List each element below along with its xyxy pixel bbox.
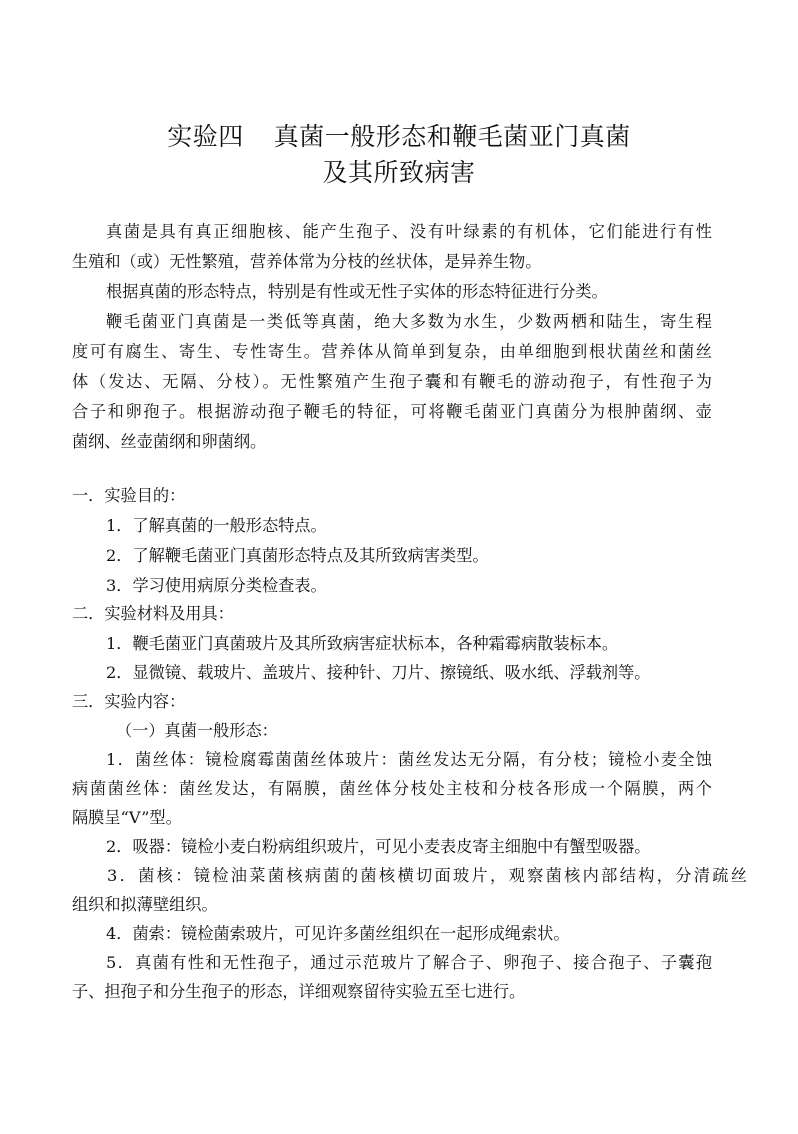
section-1-item-1: 1．了解真菌的一般形态特点。 xyxy=(106,516,327,535)
section-3-item-5-line-2: 子、担孢子和分生孢子的形态，详细观察留待实验五至七进行。 xyxy=(72,982,526,1001)
section-2-item-1: 1．鞭毛菌亚门真菌玻片及其所致病害症状标本，各种霜霉病散装标本。 xyxy=(106,634,619,653)
section-2-item-2: 2．显微镜、载玻片、盖玻片、接种针、刀片、擦镜纸、吸水纸、浮载剂等。 xyxy=(106,663,651,682)
section-3-heading: 三．实验内容： xyxy=(72,692,186,711)
intro-paragraph-1-line-1: 真菌是具有真正细胞核、能产生孢子、没有叶绿素的有机体，它们能进行有性 xyxy=(106,222,712,241)
section-3-item-5-line-1: 5．真菌有性和无性孢子，通过示范玻片了解合子、卵孢子、接合孢子、子囊孢 xyxy=(106,953,712,972)
section-3-item-1-line-1: 1．菌丝体：镜检腐霉菌菌丝体玻片：菌丝发达无分隔，有分枝；镜检小麦全蚀 xyxy=(106,750,712,769)
section-3-item-1-line-3: 隔膜呈“V”型。 xyxy=(72,808,182,827)
document-title-line1 xyxy=(0,120,798,154)
section-3-item-3-line-2: 组织和拟薄壁组织。 xyxy=(72,895,218,914)
intro-paragraph-1-line-2: 生殖和（或）无性繁殖，营养体常为分枝的丝状体，是异养生物。 xyxy=(72,252,542,271)
experiment-topic: 真菌一般形态和鞭毛菌亚门真菌 xyxy=(273,122,631,151)
section-1-heading: 一．实验目的： xyxy=(72,486,186,505)
section-1-item-2: 2．了解鞭毛菌亚门真菌形态特点及其所致病害类型。 xyxy=(106,546,489,565)
section-3-item-3-line-1: 3．菌核：镜检油菜菌核病菌的菌核横切面玻片，观察菌核内部结构，分清疏丝 xyxy=(107,866,747,885)
intro-paragraph-3-line-4: 合子和卵孢子。根据游动孢子鞭毛的特征，可将鞭毛菌亚门真菌分为根肿菌纲、壶 xyxy=(72,402,712,421)
section-3-item-2-line-1: 2．吸器：镜检小麦白粉病组织玻片，可见小麦表皮寄主细胞中有蟹型吸器。 xyxy=(106,837,651,856)
section-1-item-3: 3．学习使用病原分类检查表。 xyxy=(106,576,327,595)
intro-paragraph-3-line-3: 体（发达、无隔、分枝）。无性繁殖产生孢子囊和有鞭毛的游动孢子，有性孢子为 xyxy=(72,372,712,391)
intro-paragraph-3-line-1: 鞭毛菌亚门真菌是一类低等真菌，绝大多数为水生，少数两栖和陆生，寄生程 xyxy=(106,312,712,331)
intro-paragraph-3-line-2: 度可有腐生、寄生、专性寄生。营养体从简单到复杂，由单细胞到根状菌丝和菌丝 xyxy=(72,342,712,361)
section-3-item-1-line-2: 病菌菌丝体：菌丝发达，有隔膜，菌丝体分枝处主枝和分枝各形成一个隔膜，两个 xyxy=(72,779,712,798)
section-2-heading: 二．实验材料及用具： xyxy=(72,604,234,623)
intro-paragraph-2-line-1: 根据真菌的形态特点，特别是有性或无性子实体的形态特征进行分类。 xyxy=(106,282,608,301)
section-3-item-4-line-1: 4．菌索：镜检菌索玻片，可见许多菌丝组织在一起形成绳索状。 xyxy=(106,924,570,943)
experiment-number: 实验四 xyxy=(167,122,244,151)
section-3-subheading-1: （一）真菌一般形态： xyxy=(116,721,278,740)
document-title-line2: 及其所致病害 xyxy=(322,158,476,187)
intro-paragraph-3-line-5: 菌纲、丝壶菌纲和卵菌纲。 xyxy=(72,432,267,451)
